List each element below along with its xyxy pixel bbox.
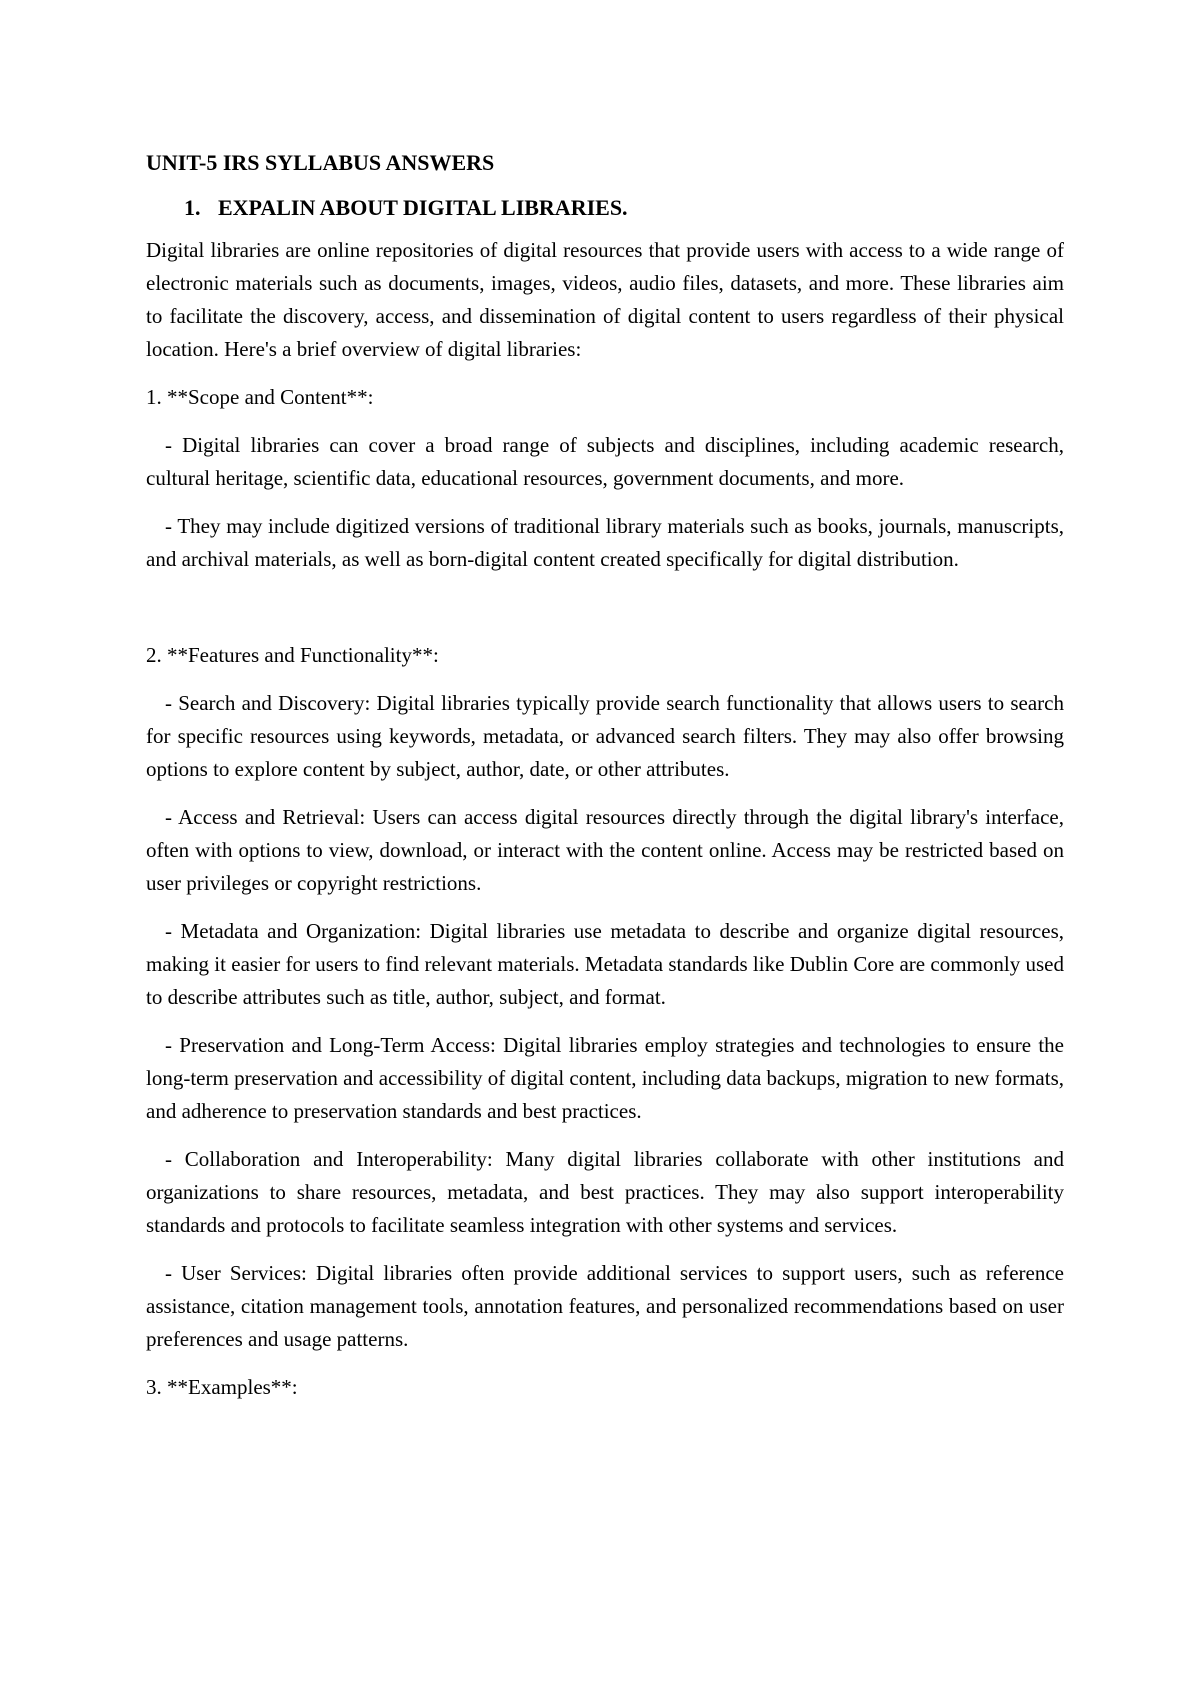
blank-line — [146, 591, 1064, 639]
question-number: 1. — [184, 195, 201, 220]
question-heading — [146, 193, 1064, 223]
scope-item: - Digital libraries can cover a broad range of subjects and disciplines, including academic research, cultural heritage, scientific data, educational resources, government documents, and more. — [146, 433, 1064, 490]
section-heading-features: 2. **Features and Functionality**: — [146, 643, 439, 667]
document-title: UNIT-5 IRS SYLLABUS ANSWERS — [146, 150, 495, 175]
feature-item: - User Services: Digital libraries often provide additional services to support users, such as reference assistance, citation management tools, annotation features, and personalized recommendations based on user preferences and usage patterns. — [146, 1261, 1064, 1351]
feature-item: - Search and Discovery: Digital libraries typically provide search functionality that allows users to search for specific resources using keywords, metadata, or advanced search filters. They may also offer browsing options to explore content by subject, author, date, or other attributes. — [146, 691, 1064, 781]
section-heading-scope: 1. **Scope and Content**: — [146, 385, 374, 409]
feature-item: - Access and Retrieval: Users can access digital resources directly through the digital library's interface, often with options to view, download, or interact with the content online. Access may be restricted based on user privileges or copyright restrictions. — [146, 805, 1064, 895]
intro-paragraph: Digital libraries are online repositories of digital resources that provide users with access to a wide range of electronic materials such as documents, images, videos, audio files, datasets, and more. These libraries aim to facilitate the discovery, access, and dissemination of digital content to users regardless of their physical location. Here's a brief overview of digital libraries: — [146, 238, 1064, 361]
section-heading-examples: 3. **Examples**: — [146, 1375, 298, 1399]
document-body — [146, 148, 1064, 1419]
feature-item: - Metadata and Organization: Digital libraries use metadata to describe and organize digital resources, making it easier for users to find relevant materials. Metadata standards like Dublin Core are commonly used to describe attributes such as title, author, subject, and format. — [146, 919, 1064, 1009]
feature-item: - Preservation and Long-Term Access: Digital libraries employ strategies and technologies to ensure the long-term preservation and accessibility of digital content, including data backups, migration to new formats, and adherence to preservation standards and best practices. — [146, 1033, 1064, 1123]
feature-item: - Collaboration and Interoperability: Many digital libraries collaborate with other institutions and organizations to share resources, metadata, and best practices. They may also support interoperability standards and protocols to facilitate seamless integration with other systems and services. — [146, 1147, 1064, 1237]
scope-item: - They may include digitized versions of traditional library materials such as books, journals, manuscripts, and archival materials, as well as born-digital content created specifically for digital distribution. — [146, 514, 1064, 571]
question-text: EXPALIN ABOUT DIGITAL LIBRARIES. — [218, 195, 628, 220]
